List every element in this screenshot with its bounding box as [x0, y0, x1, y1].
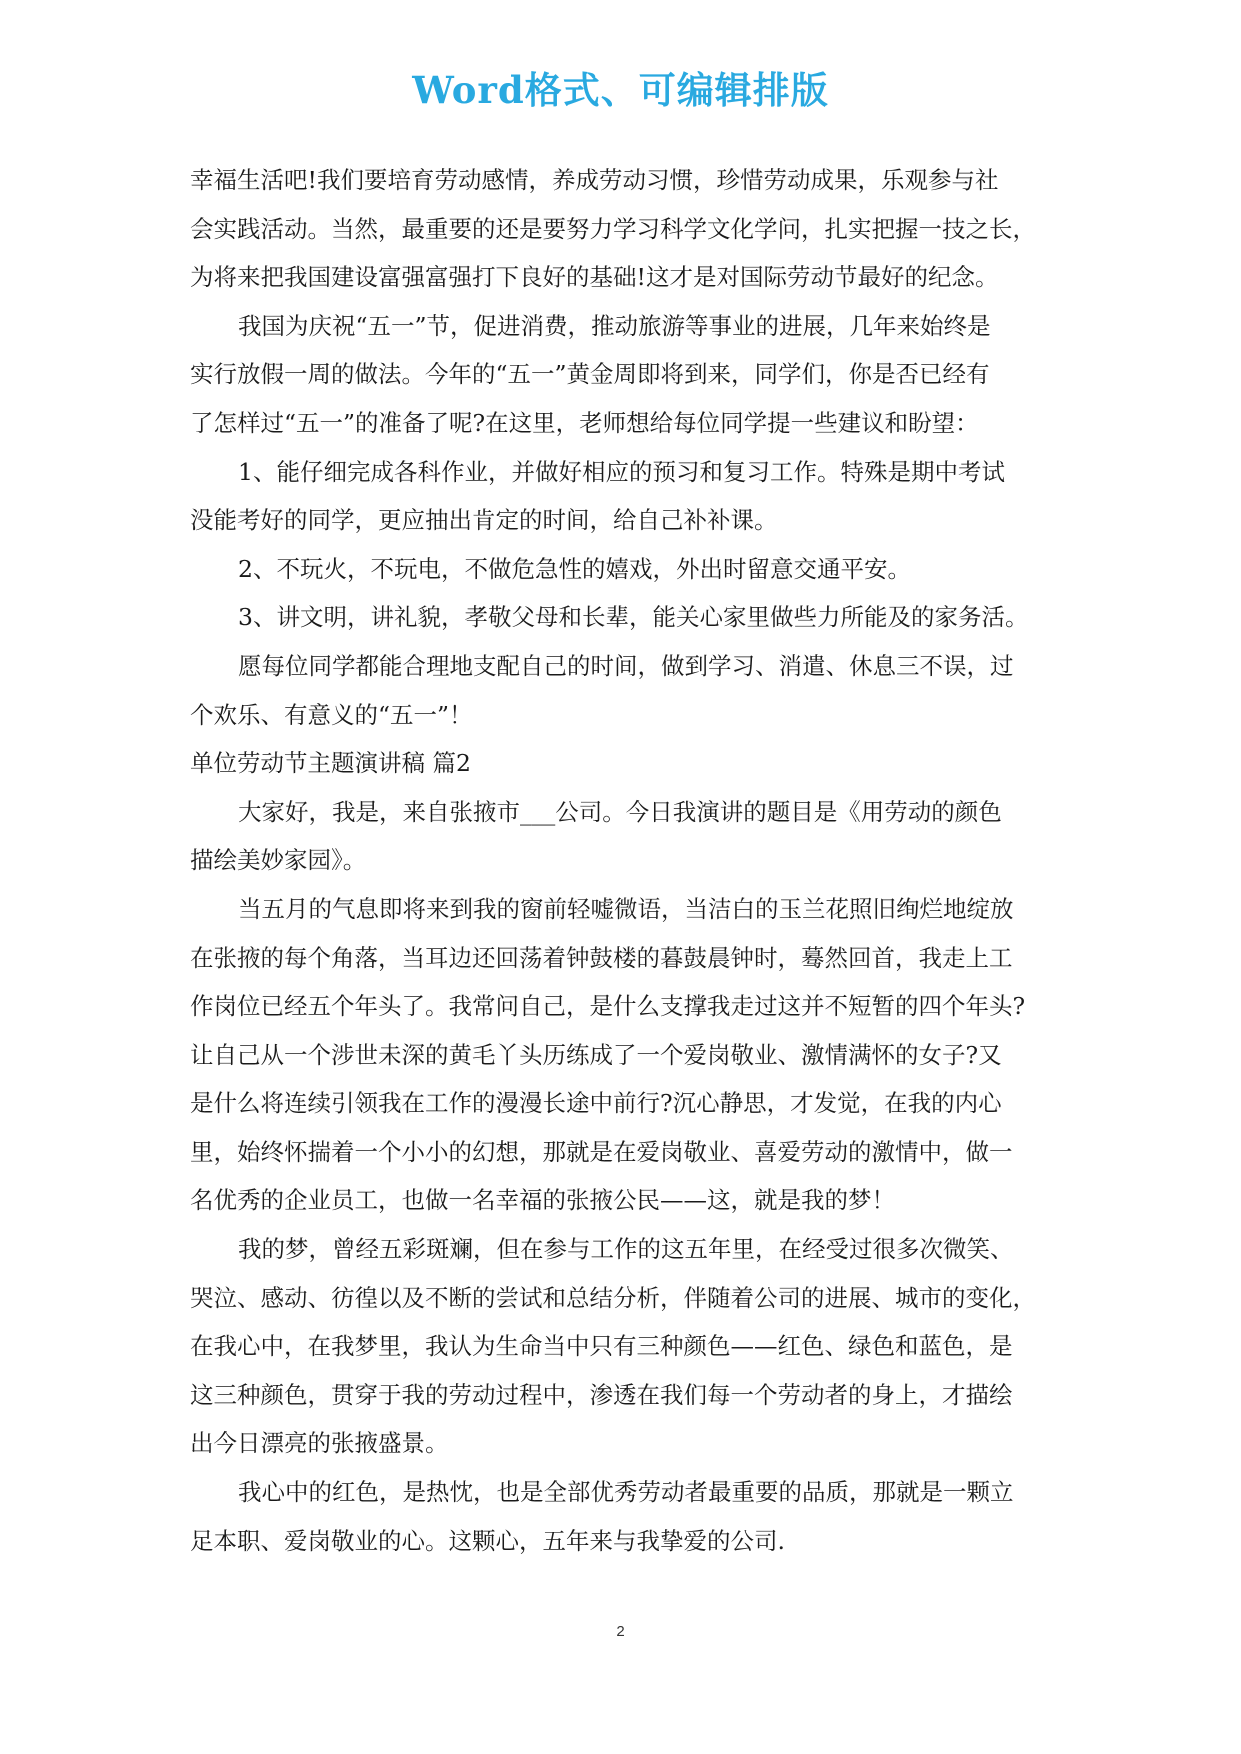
- body-line: 1、能仔细完成各科作业，并做好相应的预习和复习工作。特殊是期中考试: [238, 457, 1005, 486]
- body-line: 实行放假一周的做法。今年的“五一”黄金周即将到来，同学们，你是否已经有: [190, 360, 990, 389]
- body-line: 这三种颜色，贯穿于我的劳动过程中，渗透在我们每一个劳动者的身上，才描绘: [190, 1380, 1013, 1409]
- body-line: 是什么将连续引领我在工作的漫漫长途中前行?沉心静思，才发觉，在我的内心: [190, 1089, 1002, 1118]
- body-line: 为将来把我国建设富强富强打下良好的基础!这才是对国际劳动节最好的纪念。: [190, 263, 999, 292]
- body-line: 当五月的气息即将来到我的窗前轻嘘微语，当洁白的玉兰花照旧绚烂地绽放: [238, 894, 1014, 923]
- body-line: 出今日漂亮的张掖盛景。: [190, 1429, 449, 1458]
- body-line: 我心中的红色，是热忱，也是全部优秀劳动者最重要的品质，那就是一颗立: [238, 1478, 1014, 1507]
- document-body: [190, 156, 1062, 1565]
- body-line: 名优秀的企业员工，也做一名幸福的张掖公民——这，就是我的梦！: [190, 1186, 895, 1215]
- section-heading: 单位劳动节主题演讲稿 篇2: [190, 749, 471, 778]
- body-line: 没能考好的同学，更应抽出肯定的时间，给自己补补课。: [190, 506, 778, 535]
- body-line: 足本职、爱岗敬业的心。这颗心，五年来与我挚爱的公司.: [190, 1526, 785, 1555]
- document-header-title: Word格式、可编辑排版: [412, 68, 829, 112]
- body-line: 幸福生活吧!我们要培育劳动感情，养成劳动习惯，珍惜劳动成果，乐观参与社: [190, 166, 999, 194]
- body-line: 哭泣、感动、彷徨以及不断的尝试和总结分析，伴随着公司的进展、城市的变化，: [190, 1283, 1036, 1312]
- body-line: 了怎样过“五一”的准备了呢?在这里，老师想给每位同学提一些建议和盼望：: [190, 408, 979, 437]
- body-line: 作岗位已经五个年头了。我常问自己，是什么支撑我走过这并不短暂的四个年头?: [190, 992, 1026, 1021]
- body-line: 描绘美妙家园》。: [190, 846, 367, 875]
- body-line: 2、不玩火，不玩电，不做危急性的嬉戏，外出时留意交通平安。: [238, 554, 911, 583]
- body-line: 3、讲文明，讲礼貌，孝敬父母和长辈，能关心家里做些力所能及的家务活。: [238, 603, 1029, 632]
- body-line: 在张掖的每个角落，当耳边还回荡着钟鼓楼的暮鼓晨钟时，蓦然回首，我走上工: [190, 943, 1013, 972]
- body-line: 愿每位同学都能合理地支配自己的时间，做到学习、消遣、休息三不误，过: [238, 651, 1014, 680]
- body-line: 大家好，我是，来自张掖市___公司。今日我演讲的题目是《用劳动的颜色: [238, 797, 1002, 826]
- body-line: 里，始终怀揣着一个小小的幻想，那就是在爱岗敬业、喜爱劳动的激情中，做一: [190, 1137, 1013, 1166]
- page-number: 2: [616, 1623, 625, 1640]
- body-line: 个欢乐、有意义的“五一”！: [190, 700, 473, 729]
- body-line: 会实践活动。当然，最重要的还是要努力学习科学文化学问，扎实把握一技之长，: [190, 214, 1036, 243]
- body-line: 我的梦，曾经五彩斑斓，但在参与工作的这五年里，在经受过很多次微笑、: [238, 1235, 1014, 1264]
- body-line: 让自己从一个涉世未深的黄毛丫头历练成了一个爱岗敬业、激情满怀的女子?又: [190, 1040, 1002, 1069]
- body-line: 在我心中，在我梦里，我认为生命当中只有三种颜色——红色、绿色和蓝色，是: [190, 1332, 1013, 1361]
- body-line: 我国为庆祝“五一”节，促进消费，推动旅游等事业的进展，几年来始终是: [238, 311, 991, 340]
